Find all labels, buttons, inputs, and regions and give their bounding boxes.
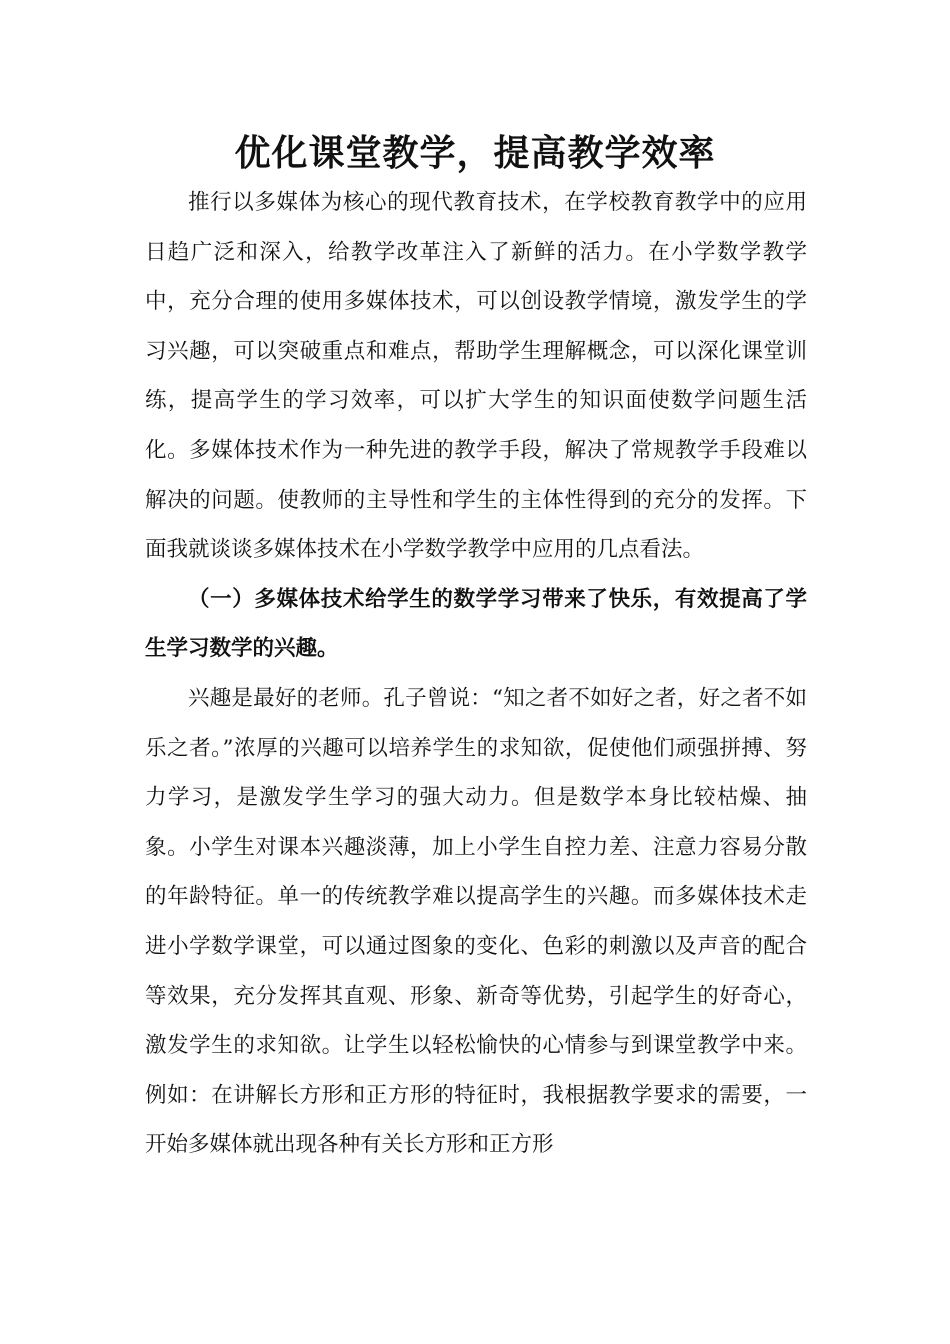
document-title: 优化课堂教学，提高教学效率 (234, 132, 716, 174)
paragraph-intro: 推行以多媒体为核心的现代教育技术，在学校教育教学中的应用日趋广泛和深入，给教学改革注入了新鲜的活力。在小学数学教学中，充分合理的使用多媒体技术，可以创设教学情境，激发学生的学习兴趣，可以突破重点和难点，帮助学生理解概念，可以深化课堂训练，提高学生的学习效率，可以扩大学生的知识面使数学问题生活化。多媒体技术作为一种先进的教学手段，解决了常规教学手段难以解决的问题。使教师的主导性和学生的主体性得到的充分的发挥。下面我就谈谈多媒体技术在小学数学教学中应用的几点看法。 (145, 190, 807, 563)
paragraph-interest: 兴趣是最好的老师。孔子曾说：“知之者不如好之者，好之者不如乐之者。”浓厚的兴趣可以培养学生的求知欲，促使他们顽强拼搏、努力学习，是激发学生学习的强大动力。但是数学本身比较枯燥、抽象。小学生对课本兴趣淡薄，加上小学生自控力差、注意力容易分散的年龄特征。单一的传统教学难以提高学生的兴趣。而多媒体技术走进小学数学课堂，可以通过图象的变化、色彩的刺激以及声音的配合等效果，充分发挥其直观、形象、新奇等优势，引起学生的好奇心，激发学生的求知欲。让学生以轻松愉快的心情参与到课堂教学中来。 例如：在讲解长方形和正方形的特征时，我根据教学要求的需要，一开始多媒体就出现各种有关长方形和正方形 (145, 685, 807, 1158)
section-heading-1: （一）多媒体技术给学生的数学学习带来了快乐，有效提高了学生学习数学的兴趣。 (145, 586, 807, 662)
document-body (145, 178, 807, 1170)
